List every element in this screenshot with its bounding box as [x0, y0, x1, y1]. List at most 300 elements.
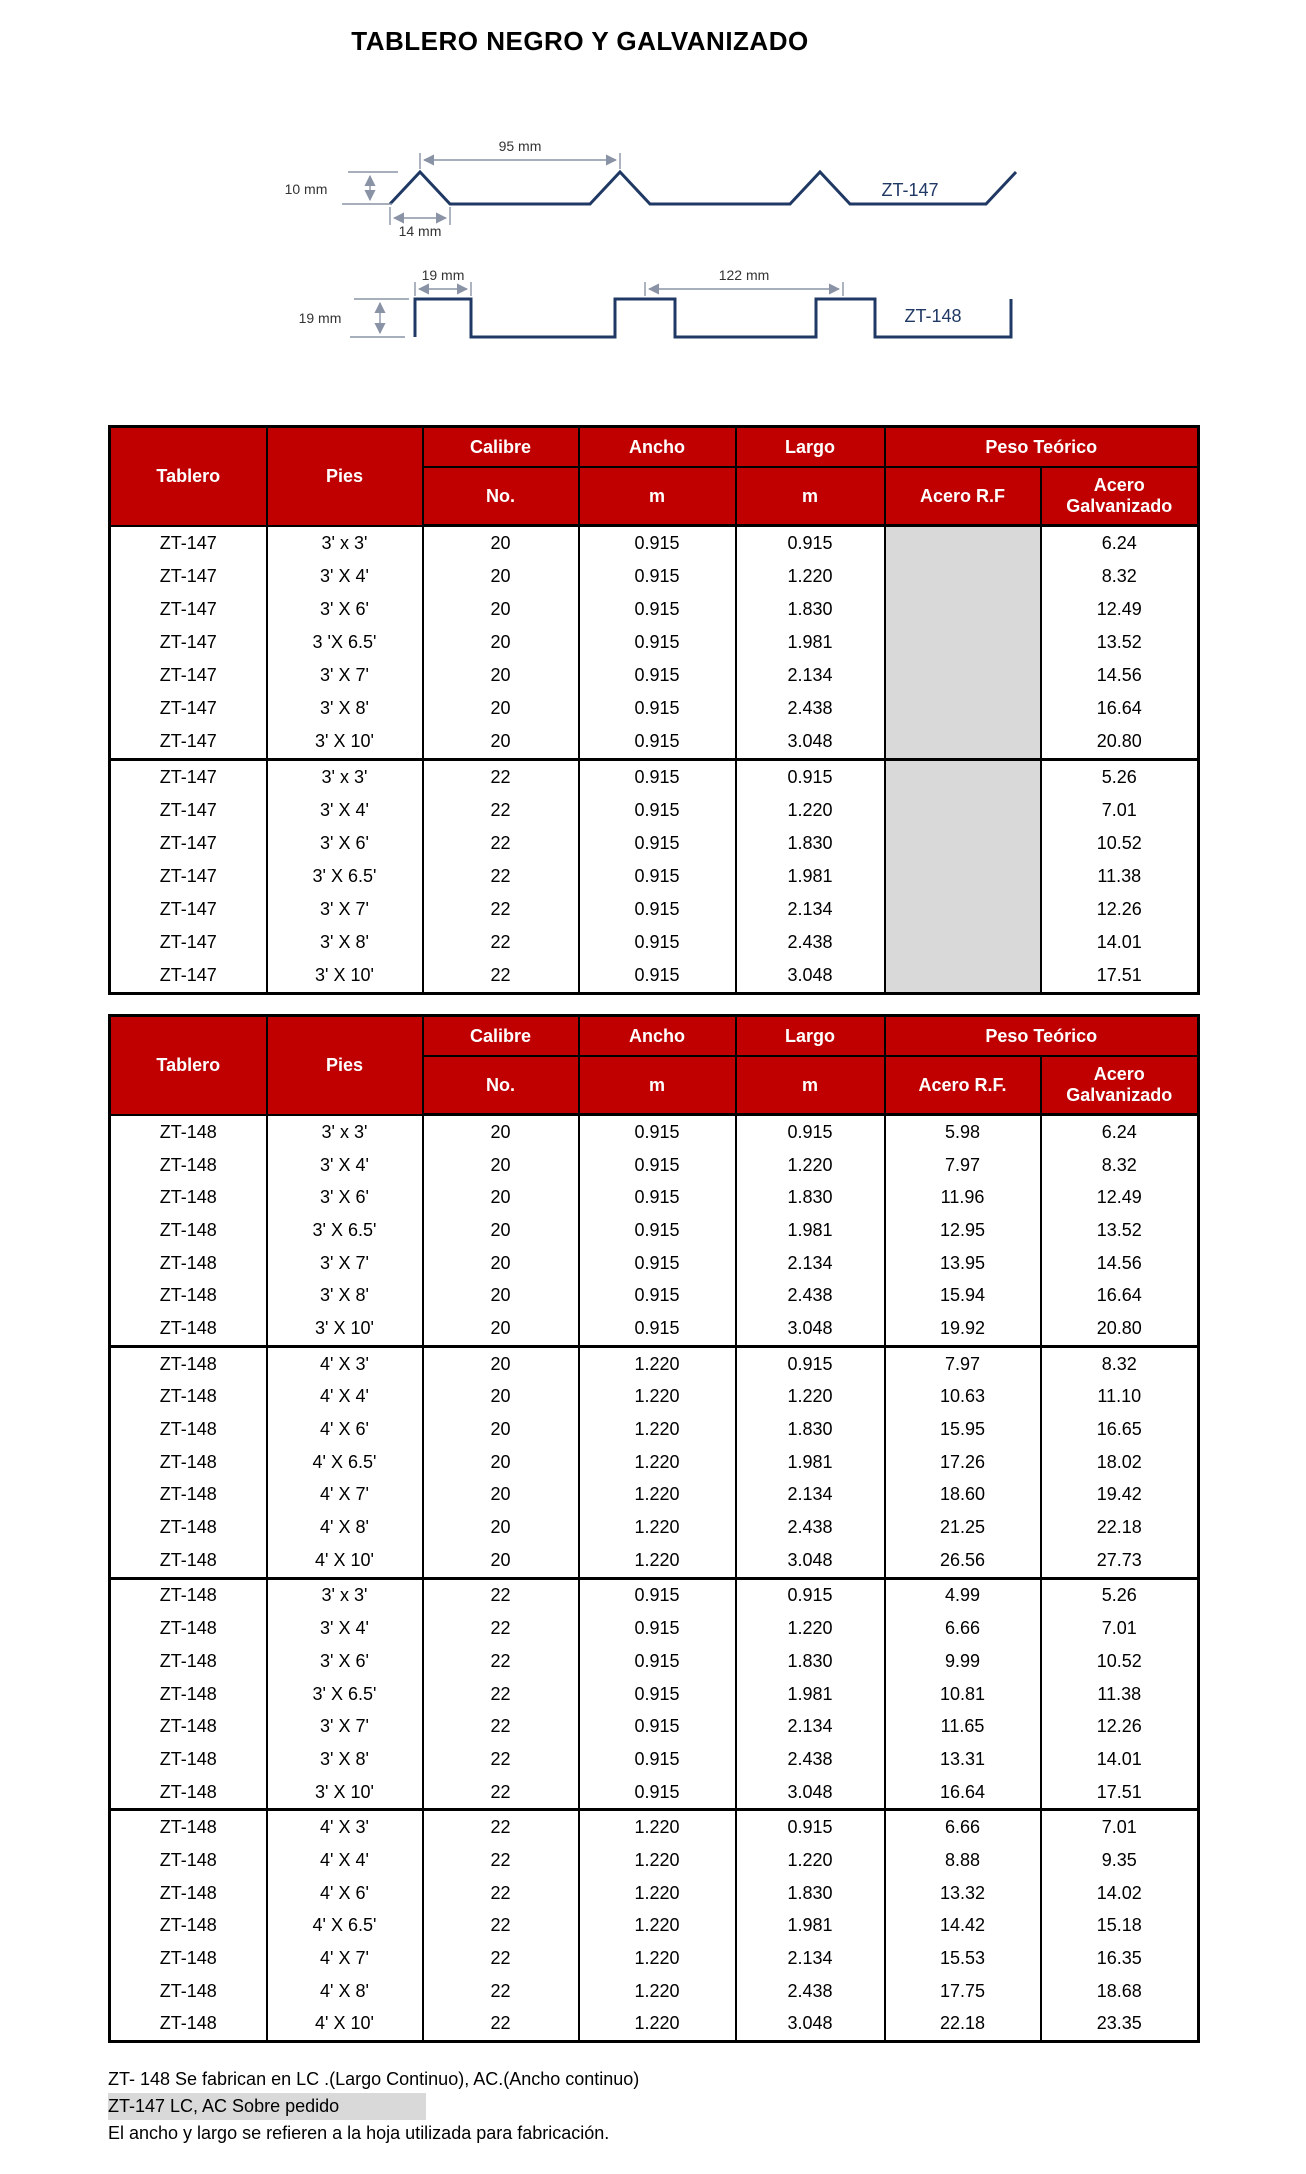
table-cell: 0.915: [579, 626, 736, 659]
table-cell: 4' X 10': [267, 1544, 423, 1578]
header-largo: Largo: [736, 427, 885, 468]
table-cell: 1.220: [579, 1844, 736, 1877]
table-cell: 0.915: [736, 1115, 885, 1149]
table-row: [110, 1413, 1199, 1446]
header-acero-rf: Acero R.F.: [885, 1056, 1041, 1115]
table-cell: 22: [423, 1942, 579, 1975]
table-cell: 4' X 10': [267, 2008, 423, 2042]
table-cell: 5.26: [1041, 760, 1199, 795]
zt148-profile-diagram: [280, 262, 1040, 352]
table-cell: 20: [423, 560, 579, 593]
table-cell: 2.438: [736, 1279, 885, 1312]
table-cell: 20: [423, 1149, 579, 1182]
table-cell: 20: [423, 659, 579, 692]
table-cell: [885, 659, 1041, 692]
table-cell: 3' X 4': [267, 794, 423, 827]
table-cell: 2.438: [736, 1511, 885, 1544]
table-cell: 0.915: [579, 1710, 736, 1743]
table-row: [110, 1942, 1199, 1975]
table-cell: 1.981: [736, 860, 885, 893]
table-cell: 1.981: [736, 1678, 885, 1711]
table-row: [110, 593, 1199, 626]
footnotes: [108, 2066, 639, 2147]
table-cell: 0.915: [579, 1678, 736, 1711]
table-cell: 2.134: [736, 1247, 885, 1280]
table-cell: 3 'X 6.5': [267, 626, 423, 659]
table-cell: 22: [423, 1578, 579, 1612]
table-cell: 1.220: [736, 1381, 885, 1414]
table-cell: 6.66: [885, 1612, 1041, 1645]
table-cell: ZT-148: [110, 1279, 267, 1312]
table-cell: 20: [423, 1479, 579, 1512]
table-cell: 1.830: [736, 1877, 885, 1910]
table-cell: 0.915: [579, 926, 736, 959]
table-cell: ZT-147: [110, 893, 267, 926]
table-cell: ZT-148: [110, 1381, 267, 1414]
table-cell: 22: [423, 1910, 579, 1943]
table-cell: 22: [423, 1877, 579, 1910]
table-cell: 3.048: [736, 725, 885, 760]
table-cell: 1.830: [736, 1645, 885, 1678]
zt147-label: ZT-147: [881, 180, 939, 200]
table-row: [110, 1975, 1199, 2008]
table-cell: 5.26: [1041, 1578, 1199, 1612]
table-cell: [885, 626, 1041, 659]
dimension-122mm: 122 mm: [718, 267, 770, 283]
table-row: [110, 1346, 1199, 1380]
table-cell: ZT-147: [110, 526, 267, 561]
table-cell: 20: [423, 1181, 579, 1214]
table-cell: 3.048: [736, 1544, 885, 1578]
table-cell: 0.915: [579, 827, 736, 860]
dimension-19mm-tab: 19 mm: [421, 267, 465, 283]
table-cell: ZT-148: [110, 1346, 267, 1380]
table-cell: ZT-148: [110, 1312, 267, 1346]
table-cell: 3' X 6.5': [267, 1214, 423, 1247]
table-cell: ZT-148: [110, 1910, 267, 1943]
table-cell: 22.18: [885, 2008, 1041, 2042]
table-cell: ZT-147: [110, 692, 267, 725]
table-row: [110, 860, 1199, 893]
table-cell: 9.35: [1041, 1844, 1199, 1877]
table-cell: 4' X 6.5': [267, 1446, 423, 1479]
table-cell: [885, 827, 1041, 860]
dimension-95mm: 95 mm: [498, 138, 542, 154]
dimension-14mm: 14 mm: [398, 223, 442, 239]
table-cell: 2.438: [736, 926, 885, 959]
table-cell: 1.220: [736, 1612, 885, 1645]
table-cell: 0.915: [579, 1181, 736, 1214]
table-cell: ZT-148: [110, 1149, 267, 1182]
table-cell: 1.220: [579, 1479, 736, 1512]
table-cell: 22: [423, 1810, 579, 1844]
table-cell: 20: [423, 1446, 579, 1479]
table-row: [110, 1612, 1199, 1645]
table-cell: 0.915: [736, 526, 885, 561]
table-cell: 4' X 4': [267, 1381, 423, 1414]
header-ancho-m: m: [579, 1056, 736, 1115]
table-cell: 2.134: [736, 893, 885, 926]
zt147-profile-diagram: [280, 138, 1040, 243]
table-cell: 18.68: [1041, 1975, 1199, 2008]
table-cell: 1.220: [736, 794, 885, 827]
table-cell: 0.915: [579, 560, 736, 593]
table-cell: 3' X 10': [267, 959, 423, 994]
table-row: [110, 1743, 1199, 1776]
table-cell: 14.56: [1041, 1247, 1199, 1280]
table-cell: ZT-147: [110, 860, 267, 893]
table-cell: [885, 959, 1041, 994]
table-cell: 1.830: [736, 1413, 885, 1446]
table-cell: ZT-148: [110, 1844, 267, 1877]
table-cell: 14.01: [1041, 1743, 1199, 1776]
table-cell: 16.65: [1041, 1413, 1199, 1446]
table-cell: 20: [423, 1381, 579, 1414]
table-cell: 10.52: [1041, 827, 1199, 860]
table-cell: 5.98: [885, 1115, 1041, 1149]
table-cell: ZT-148: [110, 1181, 267, 1214]
table-row: [110, 1479, 1199, 1512]
table-cell: 22: [423, 760, 579, 795]
table-cell: 3' X 7': [267, 1710, 423, 1743]
table-cell: 10.81: [885, 1678, 1041, 1711]
zt148-dimension-annotations: [299, 267, 843, 337]
table-cell: 3' x 3': [267, 760, 423, 795]
table-cell: 2.438: [736, 1743, 885, 1776]
table-cell: 0.915: [736, 1578, 885, 1612]
table-cell: 13.32: [885, 1877, 1041, 1910]
table-cell: 0.915: [579, 1115, 736, 1149]
table-cell: 22: [423, 1743, 579, 1776]
table-cell: 10.52: [1041, 1645, 1199, 1678]
table-cell: 2.134: [736, 659, 885, 692]
zt148-label: ZT-148: [904, 306, 962, 326]
table-cell: 17.51: [1041, 959, 1199, 994]
table-cell: 22: [423, 1975, 579, 2008]
table-cell: 16.64: [1041, 692, 1199, 725]
table-cell: ZT-148: [110, 1214, 267, 1247]
table-cell: 6.24: [1041, 526, 1199, 561]
table-cell: 0.915: [579, 1149, 736, 1182]
table-cell: 3' X 6': [267, 593, 423, 626]
table-cell: 3.048: [736, 2008, 885, 2042]
table-cell: 0.915: [579, 893, 736, 926]
table-cell: [885, 926, 1041, 959]
table-cell: 3' x 3': [267, 526, 423, 561]
table-cell: ZT-148: [110, 2008, 267, 2042]
table-cell: 1.220: [579, 1346, 736, 1380]
table-cell: 0.915: [579, 593, 736, 626]
table-cell: 3' X 7': [267, 659, 423, 692]
table-cell: 12.49: [1041, 1181, 1199, 1214]
table-cell: 4' X 7': [267, 1942, 423, 1975]
table-cell: 12.49: [1041, 593, 1199, 626]
table-cell: 0.915: [579, 1776, 736, 1810]
table-cell: ZT-147: [110, 926, 267, 959]
table-cell: 3' X 6.5': [267, 1678, 423, 1711]
table-cell: ZT-147: [110, 626, 267, 659]
table-cell: 21.25: [885, 1511, 1041, 1544]
dimension-10mm: 10 mm: [284, 181, 328, 197]
table-cell: 3.048: [736, 1776, 885, 1810]
table-row: [110, 1446, 1199, 1479]
table-cell: 13.31: [885, 1743, 1041, 1776]
table-cell: 16.35: [1041, 1942, 1199, 1975]
table-cell: 17.51: [1041, 1776, 1199, 1810]
table-row: [110, 794, 1199, 827]
table-cell: 1.220: [736, 560, 885, 593]
table-row: [110, 626, 1199, 659]
table-cell: 23.35: [1041, 2008, 1199, 2042]
table-cell: 2.134: [736, 1479, 885, 1512]
header-peso-teorico: Peso Teórico: [885, 1016, 1199, 1057]
table-cell: ZT-148: [110, 1413, 267, 1446]
table-cell: 3' X 10': [267, 1312, 423, 1346]
table-cell: 1.220: [579, 1446, 736, 1479]
table-row: [110, 1678, 1199, 1711]
table-cell: 1.220: [736, 1844, 885, 1877]
table-cell: 1.220: [579, 1413, 736, 1446]
table-row: [110, 1214, 1199, 1247]
table-cell: [885, 794, 1041, 827]
table-cell: 13.52: [1041, 1214, 1199, 1247]
header-tablero: Tablero: [110, 427, 267, 526]
table-cell: 17.75: [885, 1975, 1041, 2008]
table-cell: 22: [423, 893, 579, 926]
table-cell: 22: [423, 2008, 579, 2042]
table-cell: 13.52: [1041, 626, 1199, 659]
table-cell: 0.915: [579, 1612, 736, 1645]
table-row: [110, 1544, 1199, 1578]
table-cell: 0.915: [579, 659, 736, 692]
table-cell: 6.66: [885, 1810, 1041, 1844]
table-cell: 22: [423, 794, 579, 827]
table-row: [110, 1645, 1199, 1678]
table-cell: 3' X 8': [267, 1743, 423, 1776]
table-cell: 0.915: [736, 760, 885, 795]
table-cell: 20: [423, 1279, 579, 1312]
table-cell: 1.220: [579, 1544, 736, 1578]
table-cell: 4' X 8': [267, 1511, 423, 1544]
table-cell: 22: [423, 1776, 579, 1810]
table-cell: 7.97: [885, 1346, 1041, 1380]
table-cell: 22: [423, 1844, 579, 1877]
table-cell: ZT-148: [110, 1942, 267, 1975]
table-cell: 3' x 3': [267, 1115, 423, 1149]
table-row: [110, 1910, 1199, 1943]
table-row: [110, 1710, 1199, 1743]
table-cell: 1.220: [579, 1942, 736, 1975]
table-cell: 3' X 10': [267, 725, 423, 760]
table-cell: 22: [423, 1645, 579, 1678]
table-cell: ZT-148: [110, 1247, 267, 1280]
table-cell: 0.915: [579, 1743, 736, 1776]
table-row: [110, 725, 1199, 760]
header-ancho: Ancho: [579, 427, 736, 468]
table-cell: 11.38: [1041, 860, 1199, 893]
table-cell: 20: [423, 626, 579, 659]
table-cell: ZT-148: [110, 1743, 267, 1776]
table-cell: 20: [423, 526, 579, 561]
table-cell: 20: [423, 1544, 579, 1578]
table-cell: 8.32: [1041, 560, 1199, 593]
table-cell: 1.220: [579, 1511, 736, 1544]
table-cell: ZT-148: [110, 1479, 267, 1512]
table-cell: 4.99: [885, 1578, 1041, 1612]
table-cell: 20: [423, 725, 579, 760]
table-cell: ZT-148: [110, 1446, 267, 1479]
header-largo-m: m: [736, 1056, 885, 1115]
table-cell: 16.64: [885, 1776, 1041, 1810]
table-cell: 0.915: [736, 1346, 885, 1380]
table-cell: 3' x 3': [267, 1578, 423, 1612]
table-row: [110, 1247, 1199, 1280]
table-cell: 1.981: [736, 1446, 885, 1479]
spec-table-zt148: [108, 1014, 1200, 2043]
table-cell: 2.134: [736, 1710, 885, 1743]
table-cell: 14.42: [885, 1910, 1041, 1943]
table-row: [110, 1776, 1199, 1810]
table-cell: [885, 860, 1041, 893]
table-cell: 8.32: [1041, 1149, 1199, 1182]
table-row: [110, 526, 1199, 561]
table-cell: 8.88: [885, 1844, 1041, 1877]
table-cell: 1.220: [579, 1877, 736, 1910]
table-row: [110, 760, 1199, 795]
table-cell: ZT-147: [110, 659, 267, 692]
table-cell: 0.915: [579, 794, 736, 827]
table-row: [110, 1511, 1199, 1544]
table-cell: 4' X 4': [267, 1844, 423, 1877]
table-cell: [885, 692, 1041, 725]
table-row: [110, 2008, 1199, 2042]
header-no: No.: [423, 1056, 579, 1115]
table-cell: [885, 593, 1041, 626]
table-cell: 4' X 6.5': [267, 1910, 423, 1943]
table-cell: 15.94: [885, 1279, 1041, 1312]
table-cell: 11.65: [885, 1710, 1041, 1743]
table-row: [110, 1810, 1199, 1844]
table-cell: 22: [423, 959, 579, 994]
table-row: [110, 1844, 1199, 1877]
table-cell: 3' X 4': [267, 560, 423, 593]
table-cell: 19.42: [1041, 1479, 1199, 1512]
table-cell: 20.80: [1041, 725, 1199, 760]
table-cell: [885, 760, 1041, 795]
table-row: [110, 560, 1199, 593]
table-cell: 3' X 7': [267, 1247, 423, 1280]
table-cell: 16.64: [1041, 1279, 1199, 1312]
table-cell: 27.73: [1041, 1544, 1199, 1578]
table-cell: ZT-147: [110, 827, 267, 860]
table-cell: 22: [423, 926, 579, 959]
table-cell: [885, 893, 1041, 926]
table-cell: 1.220: [579, 1810, 736, 1844]
header-pies: Pies: [267, 427, 423, 526]
table-cell: 26.56: [885, 1544, 1041, 1578]
table-cell: 3' X 8': [267, 1279, 423, 1312]
table-cell: ZT-148: [110, 1975, 267, 2008]
table-row: [110, 1312, 1199, 1346]
table-cell: 3.048: [736, 959, 885, 994]
table-cell: 14.02: [1041, 1877, 1199, 1910]
table-cell: 11.96: [885, 1181, 1041, 1214]
table-cell: 22: [423, 1612, 579, 1645]
table-cell: 1.981: [736, 1214, 885, 1247]
table-cell: 0.915: [579, 1578, 736, 1612]
table-cell: 0.915: [579, 1247, 736, 1280]
table-cell: 20: [423, 1346, 579, 1380]
header-largo-m: m: [736, 467, 885, 526]
table-cell: 13.95: [885, 1247, 1041, 1280]
table-cell: 11.10: [1041, 1381, 1199, 1414]
table-cell: 1.220: [579, 1975, 736, 2008]
table-cell: 10.63: [885, 1381, 1041, 1414]
header-calibre: Calibre: [423, 1016, 579, 1057]
table-cell: 4' X 6': [267, 1413, 423, 1446]
table-row: [110, 1279, 1199, 1312]
table-cell: ZT-148: [110, 1810, 267, 1844]
table-cell: 3' X 8': [267, 926, 423, 959]
table-cell: 9.99: [885, 1645, 1041, 1678]
table-cell: 20: [423, 1214, 579, 1247]
dimension-19mm-height: 19 mm: [298, 310, 342, 326]
note-line-3: El ancho y largo se refieren a la hoja utilizada para fabricación.: [108, 2123, 610, 2143]
table-cell: 0.915: [579, 959, 736, 994]
header-ancho-m: m: [579, 467, 736, 526]
table-row: [110, 1381, 1199, 1414]
table-cell: ZT-148: [110, 1511, 267, 1544]
table-row: [110, 692, 1199, 725]
table-cell: ZT-147: [110, 593, 267, 626]
header-no: No.: [423, 467, 579, 526]
table-row: [110, 893, 1199, 926]
note-line-1: ZT- 148 Se fabrican en LC .(Largo Continuo), AC.(Ancho continuo): [108, 2069, 640, 2089]
table-cell: 4' X 6': [267, 1877, 423, 1910]
table-cell: 20: [423, 1312, 579, 1346]
note-line-2: [108, 2093, 639, 2120]
table-cell: 3' X 6': [267, 1181, 423, 1214]
table-row: [110, 1578, 1199, 1612]
header-pies: Pies: [267, 1016, 423, 1115]
table-cell: 20: [423, 692, 579, 725]
highlighted-note: ZT-147 LC, AC Sobre pedido: [108, 2093, 426, 2120]
table-cell: 7.01: [1041, 794, 1199, 827]
header-calibre: Calibre: [423, 427, 579, 468]
table-cell: [885, 560, 1041, 593]
table-cell: 4' X 8': [267, 1975, 423, 2008]
table-cell: ZT-147: [110, 560, 267, 593]
table-cell: 12.95: [885, 1214, 1041, 1247]
table-cell: 4' X 7': [267, 1479, 423, 1512]
table-cell: 0.915: [579, 1312, 736, 1346]
table-cell: 22: [423, 1710, 579, 1743]
table-cell: 20: [423, 1247, 579, 1280]
table-cell: 1.981: [736, 626, 885, 659]
table-cell: 7.97: [885, 1149, 1041, 1182]
header-acero-rf: Acero R.F: [885, 467, 1041, 526]
table-cell: 18.02: [1041, 1446, 1199, 1479]
table-cell: 20: [423, 1115, 579, 1149]
table-cell: 18.60: [885, 1479, 1041, 1512]
table-cell: 0.915: [579, 760, 736, 795]
table-cell: 3' X 6': [267, 827, 423, 860]
table-cell: 4' X 3': [267, 1346, 423, 1380]
table-cell: ZT-148: [110, 1612, 267, 1645]
table-cell: 0.915: [579, 860, 736, 893]
table-cell: ZT-147: [110, 725, 267, 760]
table-cell: 2.438: [736, 692, 885, 725]
